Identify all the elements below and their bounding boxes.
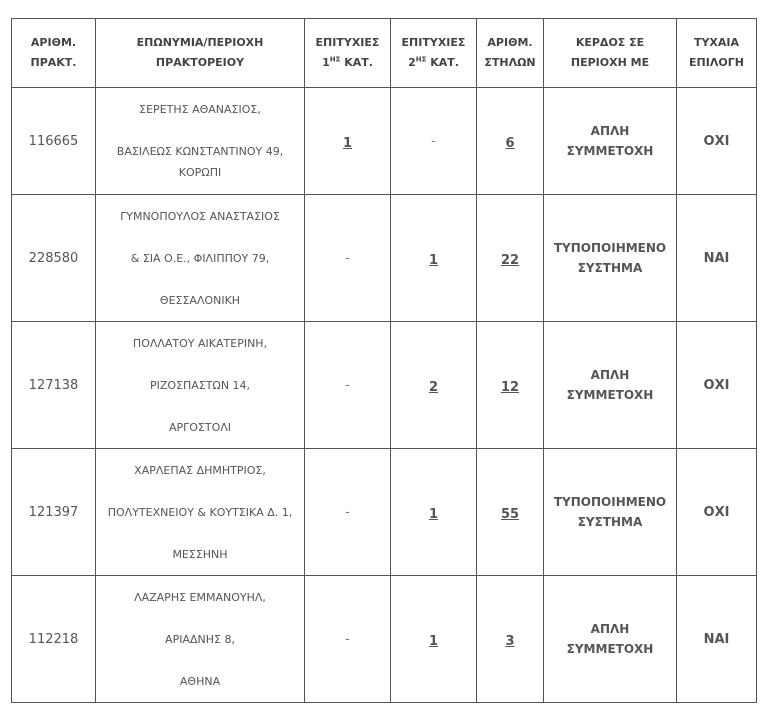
random-pick: ΝΑΙ xyxy=(677,195,757,322)
header-cols-line2: ΣΤΗΛΩΝ xyxy=(484,56,536,69)
header-columns-count xyxy=(477,19,544,88)
agency-name-line: ΓΥΜΝΟΠΟΥΛΟΣ ΑΝΑΣΤΑΣΙΟΣ xyxy=(120,209,280,223)
first-category-wins: - xyxy=(305,449,391,576)
winning-agencies-table xyxy=(11,18,757,703)
table-row xyxy=(12,195,757,322)
win-type-line2: ΣΥΜΜΕΤΟΧΗ xyxy=(566,144,654,158)
agency-address xyxy=(96,449,305,576)
header-name-line1: ΕΠΩΝΥΜΙΑ/ΠΕΡΙΟΧΗ xyxy=(136,36,264,49)
table-row xyxy=(12,88,757,195)
second-category-link[interactable]: 2 xyxy=(428,379,439,395)
agency-code: 116665 xyxy=(12,88,96,195)
columns-count-link[interactable]: 6 xyxy=(505,135,515,151)
header-w2-sup: ΗΣ xyxy=(415,55,427,64)
header-agency-name xyxy=(96,19,305,88)
random-pick: ΟΧΙ xyxy=(677,88,757,195)
agency-code: 127138 xyxy=(12,322,96,449)
header-win-type xyxy=(544,19,677,88)
columns-count[interactable] xyxy=(477,322,544,449)
random-pick: ΟΧΙ xyxy=(677,449,757,576)
win-type-line1: ΤΥΠΟΠΟΙΗΜΕΝΟ xyxy=(553,495,667,509)
random-pick: ΝΑΙ xyxy=(677,576,757,703)
columns-count[interactable] xyxy=(477,195,544,322)
win-type-line2: ΣΥΣΤΗΜΑ xyxy=(577,261,643,275)
agency-code: 228580 xyxy=(12,195,96,322)
agency-city-line: ΑΘΗΝΑ xyxy=(179,674,221,688)
agency-street-line: ΡΙΖΟΣΠΑΣΤΩΝ 14, xyxy=(149,378,251,392)
header-code-line2: ΠΡΑΚΤ. xyxy=(30,56,77,69)
win-type-line1: ΑΠΛΗ xyxy=(590,124,630,138)
agency-name-line: ΛΑΖΑΡΗΣ ΕΜΜΑΝΟΥΗΛ, xyxy=(134,590,266,604)
table-row xyxy=(12,449,757,576)
win-type-line2: ΣΥΣΤΗΜΑ xyxy=(577,515,643,529)
header-random-pick xyxy=(677,19,757,88)
win-type-line2: ΣΥΜΜΕΤΟΧΗ xyxy=(566,642,654,656)
header-w2-line1: ΕΠΙΤΥΧΙΕΣ xyxy=(401,36,466,49)
win-type xyxy=(544,322,677,449)
agency-city-line: ΑΡΓΟΣΤΟΛΙ xyxy=(168,420,232,434)
agency-address xyxy=(96,576,305,703)
columns-count-link[interactable]: 3 xyxy=(505,633,515,649)
agency-street-line: ΒΑΣΙΛΕΩΣ ΚΩΝΣΤΑΝΤΙΝΟΥ 49, xyxy=(116,145,284,158)
second-category-wins[interactable] xyxy=(391,576,477,703)
first-category-wins: - xyxy=(305,195,391,322)
agency-name-line: ΣΕΡΕΤΗΣ ΑΘΑΝΑΣΙΟΣ, xyxy=(139,103,261,116)
win-type-line1: ΑΠΛΗ xyxy=(590,622,630,636)
header-area-line1: ΚΕΡΔΟΣ ΣΕ xyxy=(575,36,645,49)
header-first-category-wins xyxy=(305,19,391,88)
win-type-line2: ΣΥΜΜΕΤΟΧΗ xyxy=(566,388,654,402)
agency-street-line: & ΣΙΑ Ο.Ε., ΦΙΛΙΠΠΟΥ 79, xyxy=(130,251,270,265)
second-category-wins: - xyxy=(391,88,477,195)
header-rand-line2: ΕΠΙΛΟΓΗ xyxy=(689,56,744,69)
agency-code: 121397 xyxy=(12,449,96,576)
agency-city-line: ΚΟΡΩΠΙ xyxy=(178,166,222,179)
win-type xyxy=(544,195,677,322)
random-pick: ΟΧΙ xyxy=(677,322,757,449)
agency-city-line: ΘΕΣΣΑΛΟΝΙΚΗ xyxy=(159,293,241,307)
header-w1-line1: ΕΠΙΤΥΧΙΕΣ xyxy=(315,36,380,49)
first-category-wins[interactable] xyxy=(305,88,391,195)
second-category-wins[interactable] xyxy=(391,195,477,322)
second-category-link[interactable]: 1 xyxy=(428,252,439,268)
agency-code: 112218 xyxy=(12,576,96,703)
win-type-line1: ΤΥΠΟΠΟΙΗΜΕΝΟ xyxy=(553,241,667,255)
agency-address xyxy=(96,88,305,195)
header-w2-number: 2 xyxy=(408,56,416,69)
agency-street-line: ΠΟΛΥΤΕΧΝΕΙΟΥ & ΚΟΥΤΣΙΚΑ Δ. 1, xyxy=(107,505,293,519)
header-rand-line1: ΤΥΧΑΙΑ xyxy=(693,36,740,49)
agency-name-line: ΧΑΡΛΕΠΑΣ ΔΗΜΗΤΡΙΟΣ, xyxy=(134,463,266,477)
header-name-line2: ΠΡΑΚΤΟΡΕΙΟΥ xyxy=(155,56,245,69)
header-code-line1: ΑΡΙΘΜ. xyxy=(30,36,77,49)
columns-count[interactable] xyxy=(477,576,544,703)
columns-count-link[interactable]: 55 xyxy=(500,506,520,522)
header-cols-line1: ΑΡΙΘΜ. xyxy=(487,36,533,49)
agency-address xyxy=(96,195,305,322)
second-category-wins[interactable] xyxy=(391,322,477,449)
win-type-line1: ΑΠΛΗ xyxy=(590,368,630,382)
columns-count[interactable] xyxy=(477,88,544,195)
columns-count-link[interactable]: 12 xyxy=(500,379,520,395)
columns-count-link[interactable]: 22 xyxy=(500,252,520,268)
second-category-link[interactable]: 1 xyxy=(428,506,439,522)
agency-address xyxy=(96,322,305,449)
win-type xyxy=(544,576,677,703)
win-type xyxy=(544,449,677,576)
columns-count[interactable] xyxy=(477,449,544,576)
header-w2-suffix: ΚΑΤ. xyxy=(430,56,459,69)
first-category-link[interactable]: 1 xyxy=(342,135,353,151)
table-row xyxy=(12,576,757,703)
header-second-category-wins xyxy=(391,19,477,88)
header-w1-sup: ΗΣ xyxy=(329,55,341,64)
first-category-wins: - xyxy=(305,576,391,703)
header-area-line2: ΠΕΡΙΟΧΗ ΜΕ xyxy=(570,56,650,69)
agency-street-line: ΑΡΙΑΔΝΗΣ 8, xyxy=(165,632,235,646)
second-category-wins[interactable] xyxy=(391,449,477,576)
header-w1-suffix: ΚΑΤ. xyxy=(344,56,373,69)
table-row xyxy=(12,322,757,449)
header-w1-number: 1 xyxy=(322,56,330,69)
header-row xyxy=(12,19,757,88)
header-agency-code xyxy=(12,19,96,88)
second-category-link[interactable]: 1 xyxy=(428,633,439,649)
agency-name-line: ΠΟΛΛΑΤΟΥ ΑΙΚΑΤΕΡΙΝΗ, xyxy=(132,336,268,350)
first-category-wins: - xyxy=(305,322,391,449)
win-type xyxy=(544,88,677,195)
agency-city-line: ΜΕΣΣΗΝΗ xyxy=(172,547,228,561)
